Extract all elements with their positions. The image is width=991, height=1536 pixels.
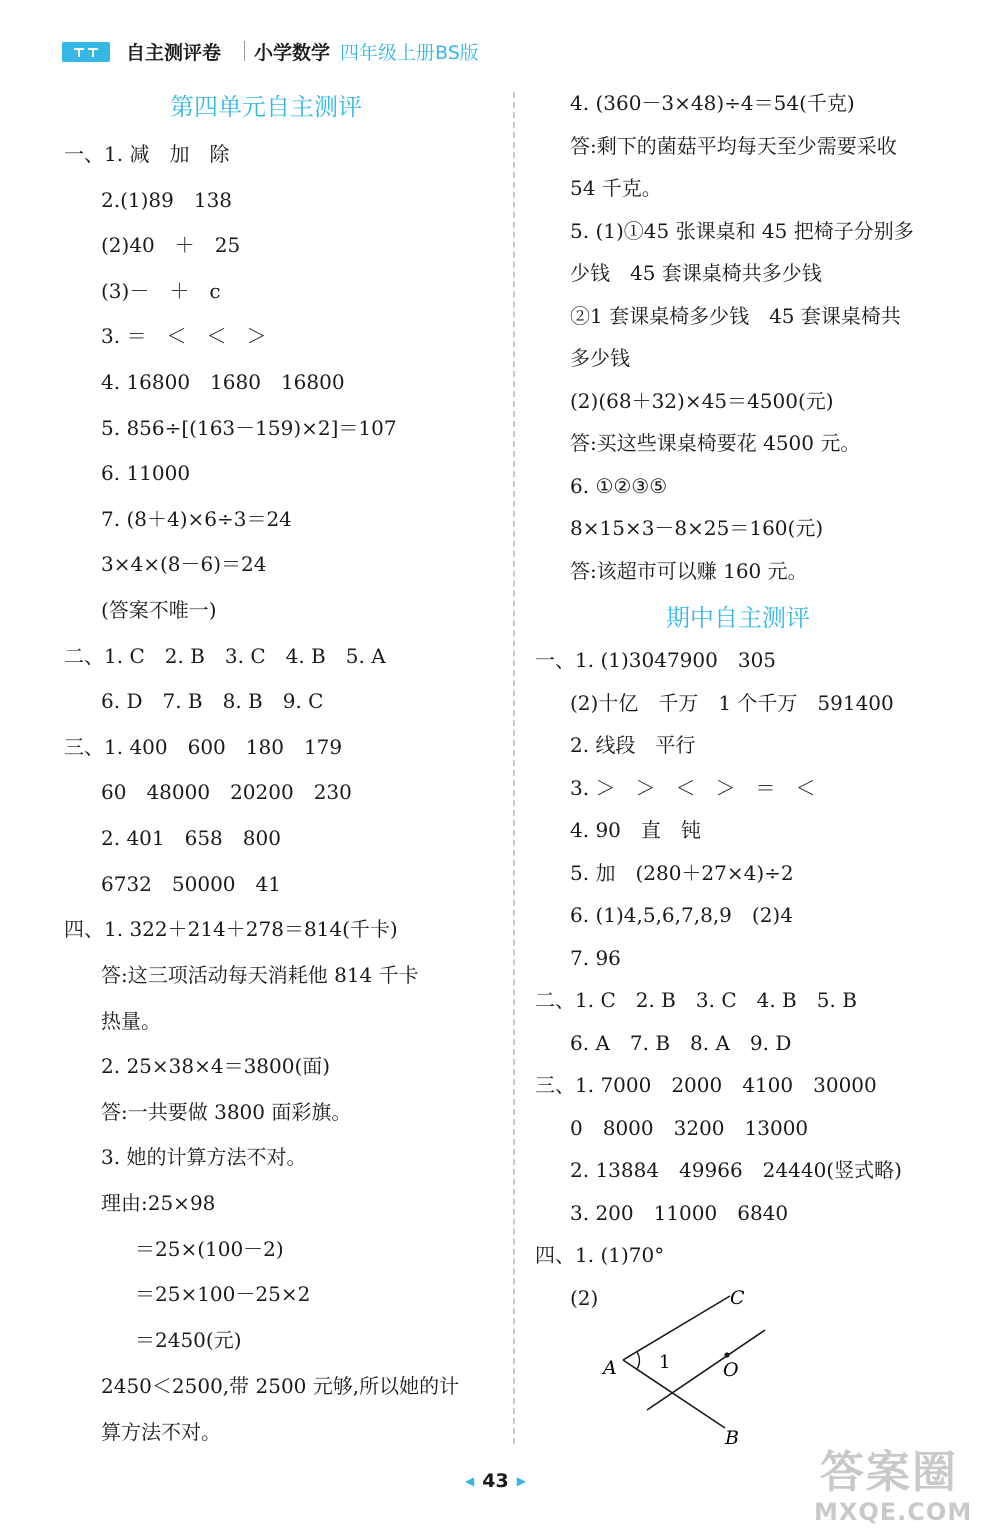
answer-line: (2)40 ＋ 25	[101, 233, 241, 257]
answer-line: 7. (8＋4)×6÷3＝24	[101, 507, 292, 531]
answer-line: 3. 她的计算方法不对。	[101, 1145, 307, 1169]
answer-line: 2. 13884 49966 24440(竖式略)	[570, 1158, 902, 1182]
answer-line: 2.(1)89 138	[101, 188, 233, 212]
answer-line: 答:该超市可以赚 160 元。	[570, 559, 808, 583]
answer-line: 8×15×3－8×25＝160(元)	[570, 516, 824, 540]
answer-line: 2. 401 658 800	[101, 826, 281, 850]
series-logo	[62, 42, 110, 62]
answer-line: 理由:25×98	[101, 1191, 216, 1215]
answer-line: 热量。	[101, 1009, 161, 1033]
header-title: 自主测评卷	[126, 42, 222, 64]
answer-line: ＝25×100－25×2	[135, 1282, 311, 1306]
answer-line: ＝2450(元)	[135, 1328, 242, 1352]
answer-line: 6. A 7. B 8. A 9. D	[570, 1031, 792, 1055]
answer-line: 2450＜2500,带 2500 元够,所以她的计	[101, 1374, 460, 1398]
answer-line: 答:一共要做 3800 面彩旗。	[101, 1100, 352, 1124]
answer-line: ②1 套课桌椅多少钱 45 套课桌椅共	[570, 304, 901, 328]
ray-ac	[623, 1296, 730, 1360]
ray-ab	[623, 1360, 725, 1428]
answer-line: 6. ①②③⑤	[570, 474, 668, 498]
point-o-marker	[724, 1352, 729, 1357]
section-title-midterm: 期中自主测评	[666, 604, 810, 632]
site-watermark	[812, 1432, 987, 1532]
answer-line: 6732 50000 41	[101, 872, 281, 896]
answer-line: 6. (1)4,5,6,7,8,9 (2)4	[570, 903, 793, 927]
answer-line: 2. 25×38×4＝3800(面)	[101, 1054, 331, 1078]
answer-line: 0 8000 3200 13000	[570, 1116, 809, 1140]
answer-line: 四、1. 322＋214＋278＝814(千卡)	[64, 917, 398, 941]
page-number: 43	[482, 1470, 509, 1492]
answer-line: 4. (360－3×48)÷4＝54(千克)	[570, 91, 855, 115]
geometry-figure	[595, 1282, 795, 1462]
answer-line: 6. 11000	[101, 461, 191, 485]
angle-arc	[637, 1352, 639, 1369]
answer-line: 3. 200 11000 6840	[570, 1201, 789, 1225]
triangle-left-icon: ◀	[465, 1474, 475, 1488]
label-o: O	[723, 1359, 739, 1381]
header-divider	[244, 41, 245, 61]
answer-line: 54 千克。	[570, 176, 662, 200]
answer-line: 2. 线段 平行	[570, 733, 696, 757]
answer-line: 答:剩下的菌菇平均每天至少需要采收	[570, 134, 897, 158]
answer-line: 3. ＝ ＜ ＜ ＞	[101, 324, 267, 348]
answer-line: 三、1. 400 600 180 179	[64, 735, 343, 759]
label-c: C	[730, 1287, 745, 1309]
section-title-unit4: 第四单元自主测评	[170, 93, 362, 121]
answer-line: 少钱 45 套课桌椅共多少钱	[570, 261, 822, 285]
answer-line: ＝25×(100－2)	[135, 1237, 284, 1261]
answer-line: 5. (1)①45 张课桌和 45 把椅子分别多	[570, 219, 914, 243]
answer-line: 四、1. (1)70°	[535, 1243, 665, 1267]
answer-line: 二、1. C 2. B 3. C 4. B 5. A	[64, 644, 386, 668]
answer-line: 7. 96	[570, 946, 621, 970]
answer-line: 5. 加 (280＋27×4)÷2	[570, 861, 794, 885]
answer-line: 答:这三项活动每天消耗他 814 千卡	[101, 963, 419, 987]
column-divider	[513, 92, 515, 1444]
answer-line: 多少钱	[570, 346, 630, 370]
answer-line: 答:买这些课桌椅要花 4500 元。	[570, 431, 861, 455]
answer-line: (2)(68＋32)×45＝4500(元)	[570, 389, 834, 413]
angle-label: 1	[659, 1352, 671, 1373]
logo-mark-icon	[72, 45, 100, 59]
answer-line: 6. D 7. B 8. B 9. C	[101, 689, 324, 713]
answer-line: 4. 16800 1680 16800	[101, 370, 345, 394]
answer-line: (3)－ ＋ c	[101, 279, 221, 303]
page-header	[0, 0, 991, 90]
triangle-right-icon: ▶	[516, 1474, 526, 1488]
header-grade: 四年级上册BS版	[340, 42, 479, 64]
answer-line: 4. 90 直 钝	[570, 818, 701, 842]
header-subject: 小学数学	[254, 42, 331, 64]
answer-line: 5. 856÷[(163－159)×2]＝107	[101, 416, 397, 440]
answer-line: 3. ＞ ＞ ＜ ＞ ＝ ＜	[570, 776, 816, 800]
answer-line: (2)十亿 千万 1 个千万 591400	[570, 691, 894, 715]
label-b: B	[725, 1427, 739, 1449]
watermark-logo-text: 答案圈	[820, 1447, 958, 1498]
watermark-domain: MXQE.COM	[814, 1498, 973, 1526]
label-a: A	[603, 1357, 617, 1379]
answer-line: 60 48000 20200 230	[101, 780, 352, 804]
answer-line: 三、1. 7000 2000 4100 30000	[535, 1073, 877, 1097]
answer-line: (答案不唯一)	[101, 598, 217, 622]
answer-line: 算方法不对。	[101, 1420, 221, 1444]
answer-line: 二、1. C 2. B 3. C 4. B 5. B	[535, 988, 857, 1012]
answer-line: 一、1. (1)3047900 305	[535, 648, 777, 672]
answer-line: 3×4×(8－6)＝24	[101, 552, 267, 576]
answer-line: 一、1. 减 加 除	[64, 142, 230, 166]
answer-line: (2)	[570, 1286, 599, 1310]
